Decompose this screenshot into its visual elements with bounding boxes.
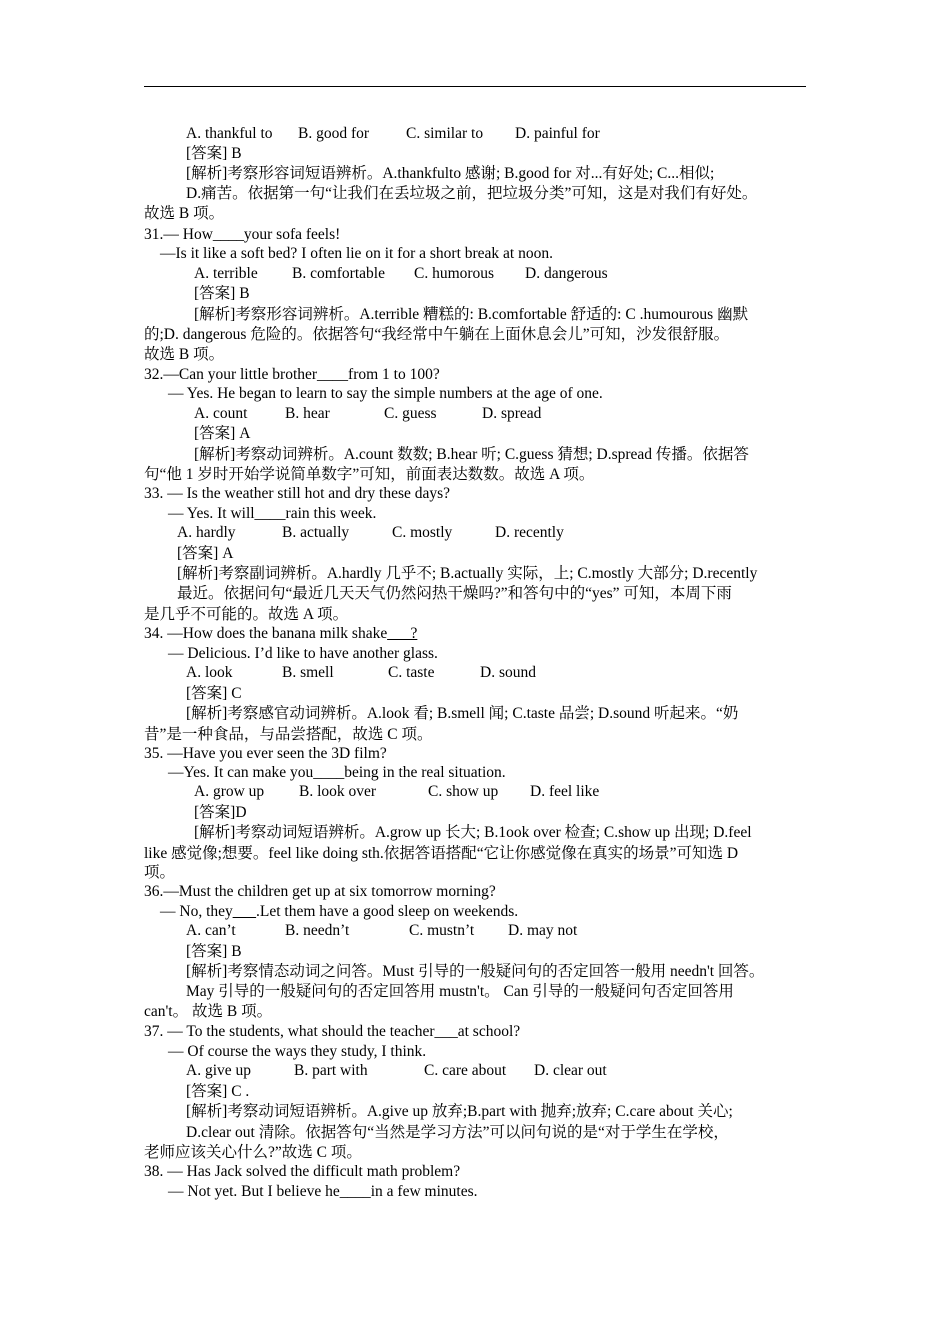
q32-option-b: B. hear: [285, 405, 330, 422]
q31-option-b: B. comfortable: [292, 265, 385, 282]
q32-response: — Yes. He began to learn to say the simple numbers at the age of one.: [168, 385, 603, 402]
q37-option-b: B. part with: [294, 1062, 368, 1079]
q38-question: 38. — Has Jack solved the difficult math problem?: [144, 1163, 461, 1180]
q30-analysis-line: [解析]考察形容词短语辨析。A.thankfulto 感谢; B.good for 对...有好处; C...相似;: [186, 165, 715, 182]
q31-response: —Is it like a soft bed? I often lie on it for a short break at noon.: [160, 245, 553, 262]
q36-option-a: A. can’t: [186, 922, 236, 939]
q35-question: 35. —Have you ever seen the 3D film?: [144, 745, 387, 762]
q36-analysis-line: May 引导的一般疑问句的否定回答用 mustn't。 Can 引导的一般疑问句否定回答用: [186, 983, 734, 1000]
q34-analysis-line: 昔”是一种食品，与品尝搭配，故选 C 项。: [144, 726, 433, 743]
q36-analysis-line: can't。 故选 B 项。: [144, 1003, 273, 1020]
q30-analysis-line: D.痛苦。依据第一句“让我们在丢垃圾之前，把垃圾分类”可知，这是对我们有好处。: [186, 185, 758, 202]
q36-option-c: C. mustn’t: [409, 922, 475, 939]
q37-response: — Of course the ways they study, I think.: [168, 1043, 427, 1060]
q35-option-a: A. grow up: [194, 783, 265, 800]
q31-analysis-line: [解析]考察形容词辨析。A.terrible 糟糕的: B.comfortable 舒适的: C .humourous 幽默: [194, 306, 749, 323]
q36-response-text: .Let them have a good sleep on weekends.: [256, 903, 519, 920]
q34-option-a: A. look: [186, 664, 233, 681]
q30-option-c: C. similar to: [406, 125, 484, 142]
q36-question: 36.—Must the children get up at six tomorrow morning?: [144, 883, 496, 900]
q33-option-b: B. actually: [282, 524, 350, 541]
q35-option-c: C. show up: [428, 783, 499, 800]
q33-option-a: A. hardly: [177, 524, 236, 541]
q33-analysis-line: 是几乎不可能的。故选 A 项。: [144, 606, 349, 623]
q33-option-c: C. mostly: [392, 524, 453, 541]
q36-response-blank: ___: [232, 903, 257, 920]
q32-answer: [答案] A: [194, 425, 251, 442]
q34-analysis-line: [解析]考察感官动词辨析。A.look 看; B.smell 闻; C.taste 品尝; D.sound 听起来。“奶: [186, 705, 739, 722]
q31-option-c: C. humorous: [414, 265, 495, 282]
q37-option-d: D. clear out: [534, 1062, 607, 1079]
q34-option-c: C. taste: [388, 664, 435, 681]
q33-response: — Yes. It will____rain this week.: [168, 505, 377, 522]
q31-question: 31.— How____your sofa feels!: [144, 226, 341, 243]
q34-options: [186, 663, 536, 683]
q35-analysis-line: 项。: [144, 864, 176, 881]
q33-analysis-line: 最近。依据问句“最近几天天气仍然闷热干燥吗?”和答句中的“yes” 可知，本周下雨: [177, 585, 732, 602]
q35-analysis-line: [解析]考察动词短语辨析。A.grow up 长大; B.1ook over 检查; C.show up 出现; D.feel: [194, 824, 752, 841]
q34-option-b: B. smell: [282, 664, 334, 681]
q32-options: [194, 404, 541, 424]
q30-option-d: D. painful for: [515, 125, 600, 142]
q30-answer: [答案] B: [186, 145, 242, 162]
q36-response: [160, 902, 518, 922]
q34-question-blank: ___?: [387, 625, 418, 642]
q32-analysis-line: 句“他 1 岁时开始学说简单数字”可知，前面表达数数。故选 A 项。: [144, 466, 595, 483]
q32-option-c: C. guess: [384, 405, 437, 422]
q37-analysis-line: 老师应该关心什么?”故选 C 项。: [144, 1144, 362, 1161]
q32-option-d: D. spread: [482, 405, 542, 422]
q31-answer: [答案] B: [194, 285, 250, 302]
q35-option-d: D. feel like: [530, 783, 600, 800]
q38-response: — Not yet. But I believe he____in a few minutes.: [168, 1183, 478, 1200]
q30-option-a: A. thankful to: [186, 125, 273, 142]
q33-options: [177, 523, 564, 543]
q35-analysis-line: like 感觉像;想要。feel like doing sth.依据答语搭配“它让你感觉像在真实的场景”可知选 D: [144, 845, 739, 862]
q36-option-b: B. needn’t: [285, 922, 350, 939]
q33-question: 33. — Is the weather still hot and dry these days?: [144, 485, 451, 502]
q34-response: — Delicious. I’d like to have another glass.: [168, 645, 438, 662]
q36-options: [186, 921, 577, 941]
q35-response: —Yes. It can make you____being in the real situation.: [168, 764, 506, 781]
q30-option-b: B. good for: [298, 125, 370, 142]
q31-analysis-line: 故选 B 项。: [144, 346, 225, 363]
q33-analysis-line: [解析]考察副词辨析。A.hardly 几乎不; B.actually 实际，上; C.mostly 大部分; D.recently: [177, 565, 758, 582]
header-rule: [144, 86, 806, 87]
q31-option-d: D. dangerous: [525, 265, 608, 282]
q31-analysis-line: 的;D. dangerous 危险的。依据答句“我经常中午躺在上面休息会儿”可知，沙发很舒服。: [144, 326, 730, 343]
q37-analysis-line: D.clear out 清除。依据答句“当然是学习方法”可以问句说的是“对于学生在学校，: [186, 1124, 729, 1141]
q37-option-c: C. care about: [424, 1062, 507, 1079]
q34-answer: [答案] C: [186, 685, 242, 702]
q37-options: [186, 1061, 607, 1081]
q37-answer: [答案] C .: [186, 1083, 250, 1100]
q33-answer: [答案] A: [177, 545, 234, 562]
q32-question: 32.—Can your little brother____from 1 to 100?: [144, 366, 440, 383]
q37-option-a: A. give up: [186, 1062, 252, 1079]
q33-option-d: D. recently: [495, 524, 564, 541]
q37-analysis-line: [解析]考察动词短语辨析。A.give up 放弃;B.part with 抛弃;放弃; C.care about 关心;: [186, 1103, 733, 1120]
q35-answer: [答案]D: [194, 804, 247, 821]
q30-analysis-line: 故选 B 项。: [144, 205, 225, 222]
q31-options: [194, 264, 608, 284]
q34-question-text: 34. —How does the banana milk shake: [144, 625, 388, 642]
q36-response-text: — No, they: [160, 903, 233, 920]
q34-option-d: D. sound: [480, 664, 536, 681]
q35-options: [194, 782, 599, 802]
q35-option-b: B. look over: [299, 783, 377, 800]
q34-question: [144, 624, 417, 644]
q32-analysis-line: [解析]考察动词辨析。A.count 数数; B.hear 听; C.guess 猜想; D.spread 传播。依据答: [194, 446, 749, 463]
q36-analysis-line: [解析]考察情态动词之问答。Must 引导的一般疑问句的否定回答一般用 needn't 回答。: [186, 963, 765, 980]
q31-option-a: A. terrible: [194, 265, 258, 282]
q32-option-a: A. count: [194, 405, 248, 422]
q36-option-d: D. may not: [508, 922, 578, 939]
q37-question: 37. — To the students, what should the teacher___at school?: [144, 1023, 521, 1040]
q30-options: [186, 124, 600, 144]
q36-answer: [答案] B: [186, 943, 242, 960]
